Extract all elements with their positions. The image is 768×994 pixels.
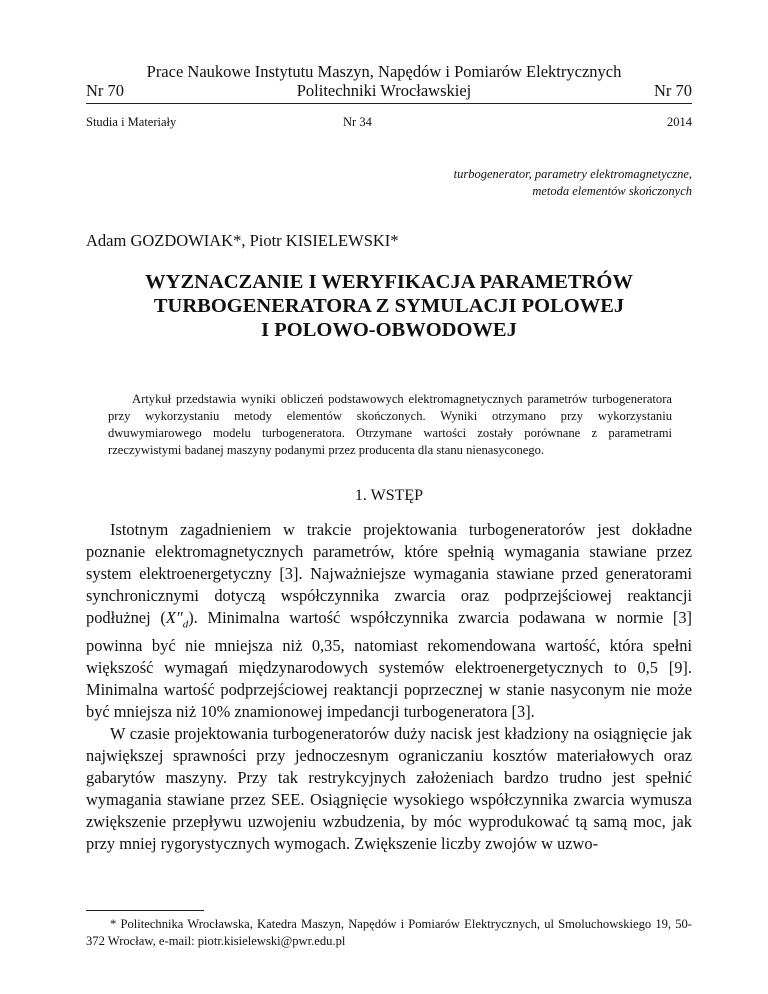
keywords-line-2: metoda elementów skończonych [532,184,692,198]
keywords [272,166,692,200]
header-divider [86,103,692,104]
volume-number-right: Nr 70 [653,81,692,100]
authors: Adam GOZDOWIAK*, Piotr KISIELEWSKI* [86,231,399,250]
title-line-3: I POLOWO-OBWODOWEJ [261,319,517,341]
reactance-symbol-base: X″ [165,608,183,627]
paragraph-1 [86,519,692,723]
footnote: * Politechnika Wrocławska, Katedra Maszyn, Napędów i Pomiarów Elektrycznych, ul Smoluchowskiego 19, 50-372 Wrocław, e-mail: piotr.kisielewski@pwr.edu.pl [86,917,692,948]
reactance-symbol-subscript: d [182,618,189,631]
paragraph-2: W czasie projektowania turbogeneratorów duży nacisk jest kładziony na osiągnięcie jak największej sprawności przy jednoczesnym ograniczaniu kosztów materiałowych oraz gabarytów maszyny. Przy tak restrykcyjnych założeniach bardzo trudno jest spełnić wymagania stawiane przez SEE. Osiągnięcie wysokiego współczynnika zwarcia wymusza zwiększenie przepływu uzwojeniu wzbudzenia, by móc wyprodukować tą samą moc, jak przy mniej rygorystycznych wymogach. Zwiększenie liczby zwojów w uzwo- [86,724,692,854]
publication-year: 2014 [667,115,692,129]
reactance-symbol [165,608,189,631]
issue-number: Nr 34 [343,115,372,129]
institution-name: Politechniki Wrocławskiej [296,81,472,100]
footnote-divider [86,910,204,911]
section-heading: 1. WSTĘP [354,487,424,504]
series-name: Studia i Materiały [86,115,177,129]
paper-title [86,270,692,342]
title-line-1: WYZNACZANIE I WERYFIKACJA PARAMETRÓW [145,271,633,293]
paragraph-1-part-2: ). Minimalna wartość współczynnika zwarcia podawana w normie [3] powinna być nie mniejsza niż 0,35, natomiast rekomendowana wartość, która spełni większość wymagań międzynarodowych systemów elektroenergetycznych to 0,5 [9]. Minimalna wartość podprzejściowej reaktancji poprzecznej w stanie nasyconym nie może być mniejsza niż 10% znamionowej impedancji turbogeneratora [3]. [86,608,692,722]
keywords-line-1: turbogenerator, parametry elektromagnetyczne, [453,167,692,181]
paragraph-1-part-1: Istotnym zagadnieniem w trakcie projektowania turbogeneratorów jest dokładne poznanie elektromagnetycznych parametrów, które spełnią wymagania stawiane przez system elektroenergetyczny [3]. Najważniejsze wymagania stawiane przed generatorami synchronicznymi dotyczą współczynnika zwarcia oraz podprzejściowej reaktancji podłużnej ( [86,520,692,627]
journal-name: Prace Naukowe Instytutu Maszyn, Napędów i Pomiarów Elektrycznych [146,62,622,81]
abstract: Artykuł przedstawia wyniki obliczeń podstawowych elektromagnetycznych parametrów turbogeneratora przy wykorzystaniu metody elementów skończonych. Wyniki otrzymano przy wykorzystaniu dwuwymiarowego modelu turbogeneratora. Otrzymane wartości zostały porównane z parametrami rzeczywistymi badanej maszyny podanymi przez producenta dla stanu nienasyconego. [108,392,672,457]
volume-number-left: Nr 70 [86,81,125,100]
body-text [86,519,692,855]
title-line-2: TURBOGENERATORA Z SYMULACJI POLOWEJ [153,295,625,317]
